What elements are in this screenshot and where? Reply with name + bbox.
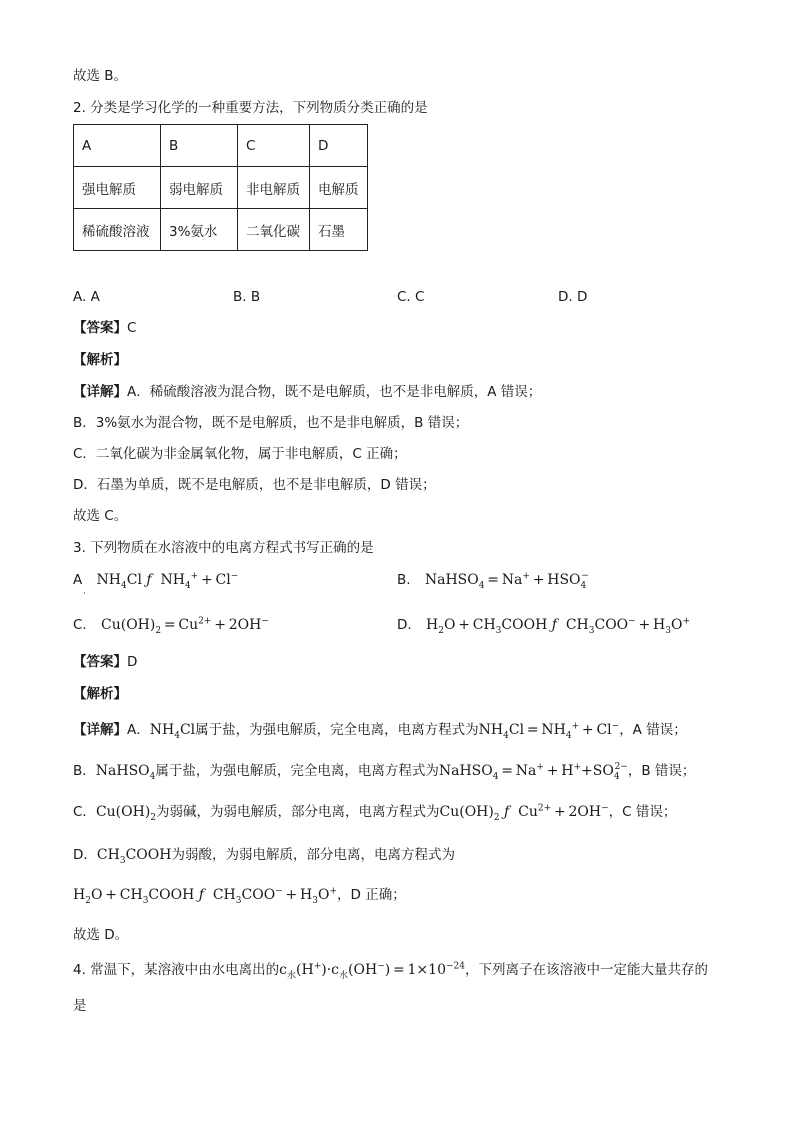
stem-text: ，下列离子在该溶液中一定能大量共存的 <box>464 962 708 978</box>
q3-option-b <box>397 570 589 590</box>
question-4-stem-end: 是 <box>73 998 87 1014</box>
q3-analysis-label: 【解析】 <box>73 686 127 702</box>
q2-answer <box>73 318 136 338</box>
detail-label: 【详解】 <box>73 722 127 738</box>
table-cell: B <box>161 125 238 167</box>
equation: $NH_4Cl = NH_4^+ + Cl^-$ <box>478 721 620 741</box>
q2-detail-c: C．二氧化碳为非金属氧化物，属于非电解质，C 正确； <box>73 446 407 462</box>
equation: $Cu(OH)_2 = Cu^{2+} + 2OH^-$ <box>101 616 269 636</box>
q2-detail-d: D．石墨为单质，既不是电解质，也不是非电解质，D 错误； <box>73 477 436 493</box>
formula: $NH_4Cl$ <box>149 722 196 741</box>
detail-end: ，B 错误； <box>627 763 696 779</box>
table-cell: 强电解质 <box>74 167 161 209</box>
equation: $H_2O$ + $CH_3COOH$ ƒ $CH_3COO^- + H_3O^+$ <box>425 616 690 636</box>
q2-analysis-label: 【解析】 <box>73 352 127 368</box>
conclusion-q1: 故选 B。 <box>73 68 128 84</box>
bullet-dot: · <box>83 589 86 599</box>
option-label: D. <box>397 617 412 633</box>
q3-conclusion: 故选 D。 <box>73 927 129 943</box>
stem-text: 4. 常温下，某溶液中由水电离出的 <box>73 962 280 978</box>
detail-label: 【详解】 <box>73 384 127 400</box>
formula: $CH_3COOH$ <box>96 847 172 866</box>
table-cell: 弱电解质 <box>161 167 238 209</box>
q2-option-b: B. B <box>233 289 261 305</box>
equation: $H_2O$ + $CH_3COOH$ ƒ $CH_3COO^- + H_3O^+$ <box>73 886 338 906</box>
table-cell: D <box>310 125 368 167</box>
q2-option-a: A. A <box>73 289 100 305</box>
detail-prefix: B． <box>73 763 96 779</box>
detail-end: ，C 错误； <box>608 804 677 820</box>
option-label: B. <box>397 572 411 588</box>
q3-detail-c <box>73 802 676 822</box>
detail-prefix: D． <box>73 847 97 863</box>
detail-text: 属于盐，为强电解质，完全电离，电离方程式为 <box>155 763 439 779</box>
detail-text: 为弱酸，为弱电解质，部分电离，电离方程式为 <box>171 847 455 863</box>
detail-end: ，A 错误； <box>619 722 687 738</box>
q3-detail-d-equation <box>73 885 406 905</box>
table-row <box>74 125 368 167</box>
table-cell: A <box>74 125 161 167</box>
question-4-stem <box>73 960 708 980</box>
q3-option-d <box>397 615 690 635</box>
q2-option-d: D. D <box>558 289 588 305</box>
table-cell: 非电解质 <box>238 167 310 209</box>
q2-detail-a <box>73 382 541 402</box>
answer-label: 【答案】 <box>73 320 127 336</box>
q3-answer <box>73 652 137 672</box>
classification-table <box>73 124 368 251</box>
q3-detail-b <box>73 761 695 781</box>
table-cell: C <box>238 125 310 167</box>
detail-text: A．稀硫酸溶液为混合物，既不是电解质，也不是非电解质，A 错误； <box>127 384 542 400</box>
table-cell: 3%氨水 <box>161 209 238 251</box>
q2-conclusion: 故选 C。 <box>73 508 128 524</box>
q3-option-c <box>73 615 269 635</box>
equation: $Cu(OH)_2$ ƒ $Cu^{2+} + 2OH^-$ <box>439 803 609 823</box>
q2-option-c: C. C <box>397 289 425 305</box>
q3-detail-d <box>73 845 455 865</box>
table-cell: 稀硫酸溶液 <box>74 209 161 251</box>
formula: $Cu(OH)_2$ <box>95 804 157 823</box>
table-row <box>74 209 368 251</box>
question-3-stem: 3. 下列物质在水溶液中的电离方程式书写正确的是 <box>73 540 374 556</box>
detail-prefix: A． <box>127 722 150 738</box>
table-cell: 石墨 <box>310 209 368 251</box>
option-label: A <box>73 572 83 588</box>
formula: NaHSO$_4$ <box>95 763 156 782</box>
equation: $c_水(H^+)\cdot c_水(OH^-) = 1\times 10^{-24}$ <box>279 961 465 981</box>
answer-value: D <box>127 654 138 670</box>
q3-option-a <box>73 570 238 590</box>
equation: $NH_4Cl$ ƒ $NH_4^+ + Cl^-$ <box>96 571 239 591</box>
detail-text: 为弱碱，为弱电解质，部分电离，电离方程式为 <box>156 804 440 820</box>
table-row <box>74 167 368 209</box>
q2-detail-b: B．3%氨水为混合物，既不是电解质，也不是非电解质，B 错误； <box>73 415 469 431</box>
q3-detail-a <box>73 720 687 740</box>
table-cell: 电解质 <box>310 167 368 209</box>
detail-end: ，D 正确； <box>337 887 406 903</box>
question-2-stem: 2. 分类是学习化学的一种重要方法，下列物质分类正确的是 <box>73 100 428 116</box>
answer-value: C <box>127 320 137 336</box>
equation: NaHSO$_4$ = $Na^+ + H^++SO_4^{2-}$ <box>438 762 628 782</box>
table-cell: 二氧化碳 <box>238 209 310 251</box>
detail-prefix: C． <box>73 804 96 820</box>
option-label: C. <box>73 617 87 633</box>
equation: NaHSO$_4$ = $Na^+ + HSO_4^-$ <box>424 571 589 591</box>
answer-label: 【答案】 <box>73 654 127 670</box>
detail-text: 属于盐，为强电解质，完全电离，电离方程式为 <box>195 722 479 738</box>
